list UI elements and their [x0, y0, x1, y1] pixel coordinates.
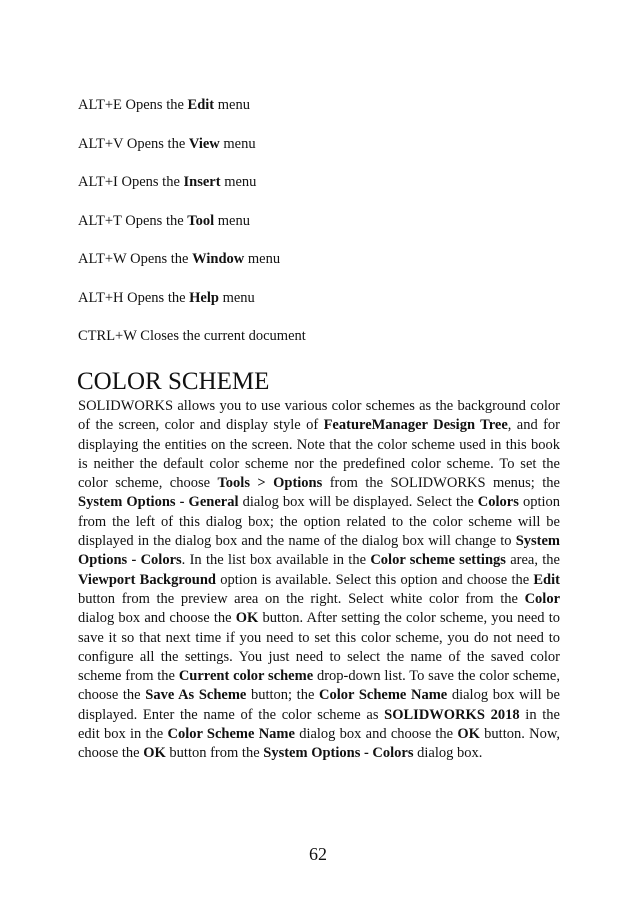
paragraph-text: , and for displaying the entities on the screen. Note that the color scheme used in this book is neither the default color scheme nor the predefined color scheme. To set the color scheme, choose	[78, 417, 560, 492]
bold-term: Colors	[477, 494, 519, 511]
shortcut-line-alt-i: ALT+I Opens the Insert menu	[78, 174, 257, 190]
bold-term: System Options - Colors	[263, 745, 414, 762]
bold-term: Save As Scheme	[145, 687, 247, 704]
section-heading: COLOR SCHEME	[77, 368, 270, 395]
bold-term: OK	[143, 745, 166, 762]
bold-term: Color	[524, 590, 560, 607]
bold-term: Viewport Background	[78, 571, 216, 588]
bold-term: Color Scheme Name	[167, 726, 295, 743]
paragraph-text: option is available. Select this option and choose the	[215, 571, 534, 588]
bold-term: FeatureManager Design Tree	[323, 417, 508, 434]
paragraph-text: dialog box and choose the	[294, 726, 458, 743]
paragraph-text: . In the list box available in the	[181, 552, 371, 569]
shortcut-line-alt-e: ALT+E Opens the Edit menu	[78, 97, 250, 113]
paragraph-text: drop-down list. To save the color scheme, choose the	[78, 668, 560, 704]
paragraph-text: button; the	[246, 687, 320, 704]
bold-term: OK	[457, 726, 480, 743]
paragraph-text: in the edit box in the	[78, 706, 560, 743]
paragraph-text: button. After setting the color scheme, you need to save it so that next time if you need to set this color scheme, you do not need to configure all the settings. You just need to select the name of the saved color scheme from the	[78, 610, 560, 685]
bold-term: Tools > Options	[217, 475, 323, 492]
shortcut-line-alt-h: ALT+H Opens the Help menu	[78, 290, 255, 306]
section-paragraph	[78, 397, 560, 764]
bold-term: Current color scheme	[178, 668, 314, 685]
shortcut-line-alt-w: ALT+W Opens the Window menu	[78, 251, 281, 267]
paragraph-text: button. Now, choose the	[78, 726, 560, 762]
paragraph-text: dialog box.	[413, 745, 483, 762]
shortcut-line-alt-t: ALT+T Opens the Tool menu	[78, 213, 250, 229]
bold-term: Edit	[533, 571, 560, 588]
paragraph-text: SOLIDWORKS allows you to use various color schemes as the background color of the screen, color and display style of	[78, 398, 560, 434]
bold-term: System Options - General	[78, 494, 239, 511]
paragraph-text: from the SOLIDWORKS menus; the	[322, 475, 560, 492]
paragraph-text: dialog box will be displayed. Enter the name of the color scheme as	[78, 687, 560, 723]
paragraph-text: option from the left of this dialog box; the option related to the color scheme will be displayed in the dialog box and the name of the dialog box will change to	[78, 494, 561, 550]
shortcut-line-ctrl-w: CTRL+W Closes the current document	[78, 328, 306, 344]
bold-term: Color Scheme Name	[319, 687, 448, 704]
paragraph-text: button from the	[165, 745, 264, 762]
page-number: 62	[309, 844, 327, 864]
bold-term: OK	[235, 610, 259, 627]
shortcut-line-alt-v: ALT+V Opens the View menu	[78, 136, 256, 152]
paragraph-text: dialog box and choose the	[78, 610, 236, 627]
bold-term: System Options - Colors	[78, 533, 560, 569]
paragraph-text: button from the preview area on the right. Select white color from the	[78, 590, 525, 607]
paragraph-text: area, the	[505, 552, 560, 569]
bold-term: Color scheme settings	[370, 552, 506, 569]
paragraph-text: dialog box will be displayed. Select the	[238, 494, 478, 511]
bold-term: SOLIDWORKS 2018	[384, 706, 520, 723]
